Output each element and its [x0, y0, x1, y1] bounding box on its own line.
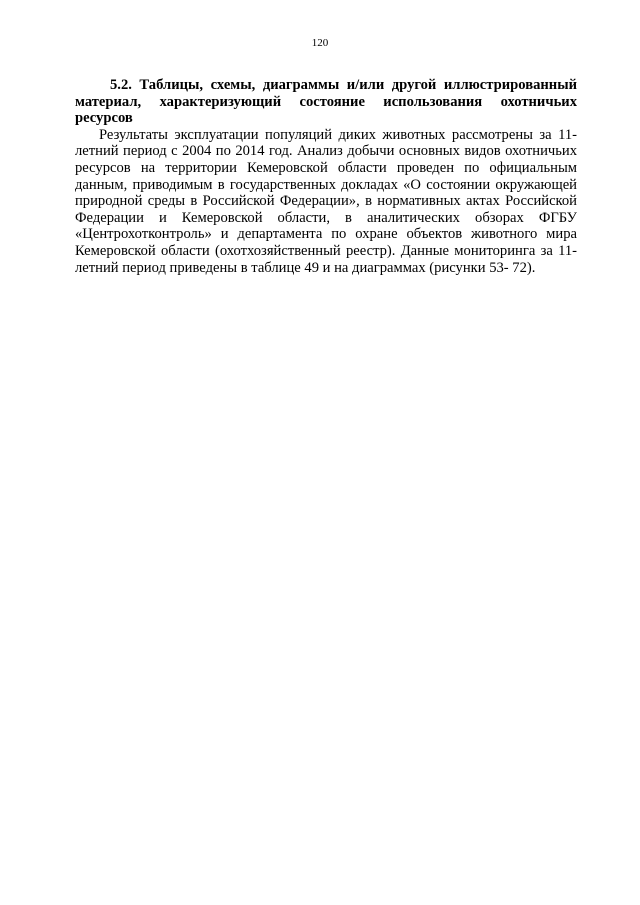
page-number: 120 [311, 37, 329, 49]
section-heading: 5.2. Таблицы, схемы, диаграммы и/или другой иллюстрированный материал, характеризующий состояние использования охотничьих ресурсов [75, 77, 577, 127]
document-body [75, 77, 577, 276]
body-paragraph: Результаты эксплуатации популяций диких животных рассмотрены за 11-летний период с 2004 по 2014 год. Анализ добычи основных видов охотничьих ресурсов на территории Кемеровской области проведен по официальным данным, приводимым в государственных докладах «О состоянии окружающей природной среды в Российской Федерации», в нормативных актах Российской Федерации и Кемеровской области, в аналитических обзорах ФГБУ «Центрохотконтроль» и департамента по охране объектов животного мира Кемеровской области (охотхозяйственный реестр). Данные мониторинга за 11-летний период приведены в таблице 49 и на диаграммах (рисунки 53- 72). [75, 126, 577, 276]
